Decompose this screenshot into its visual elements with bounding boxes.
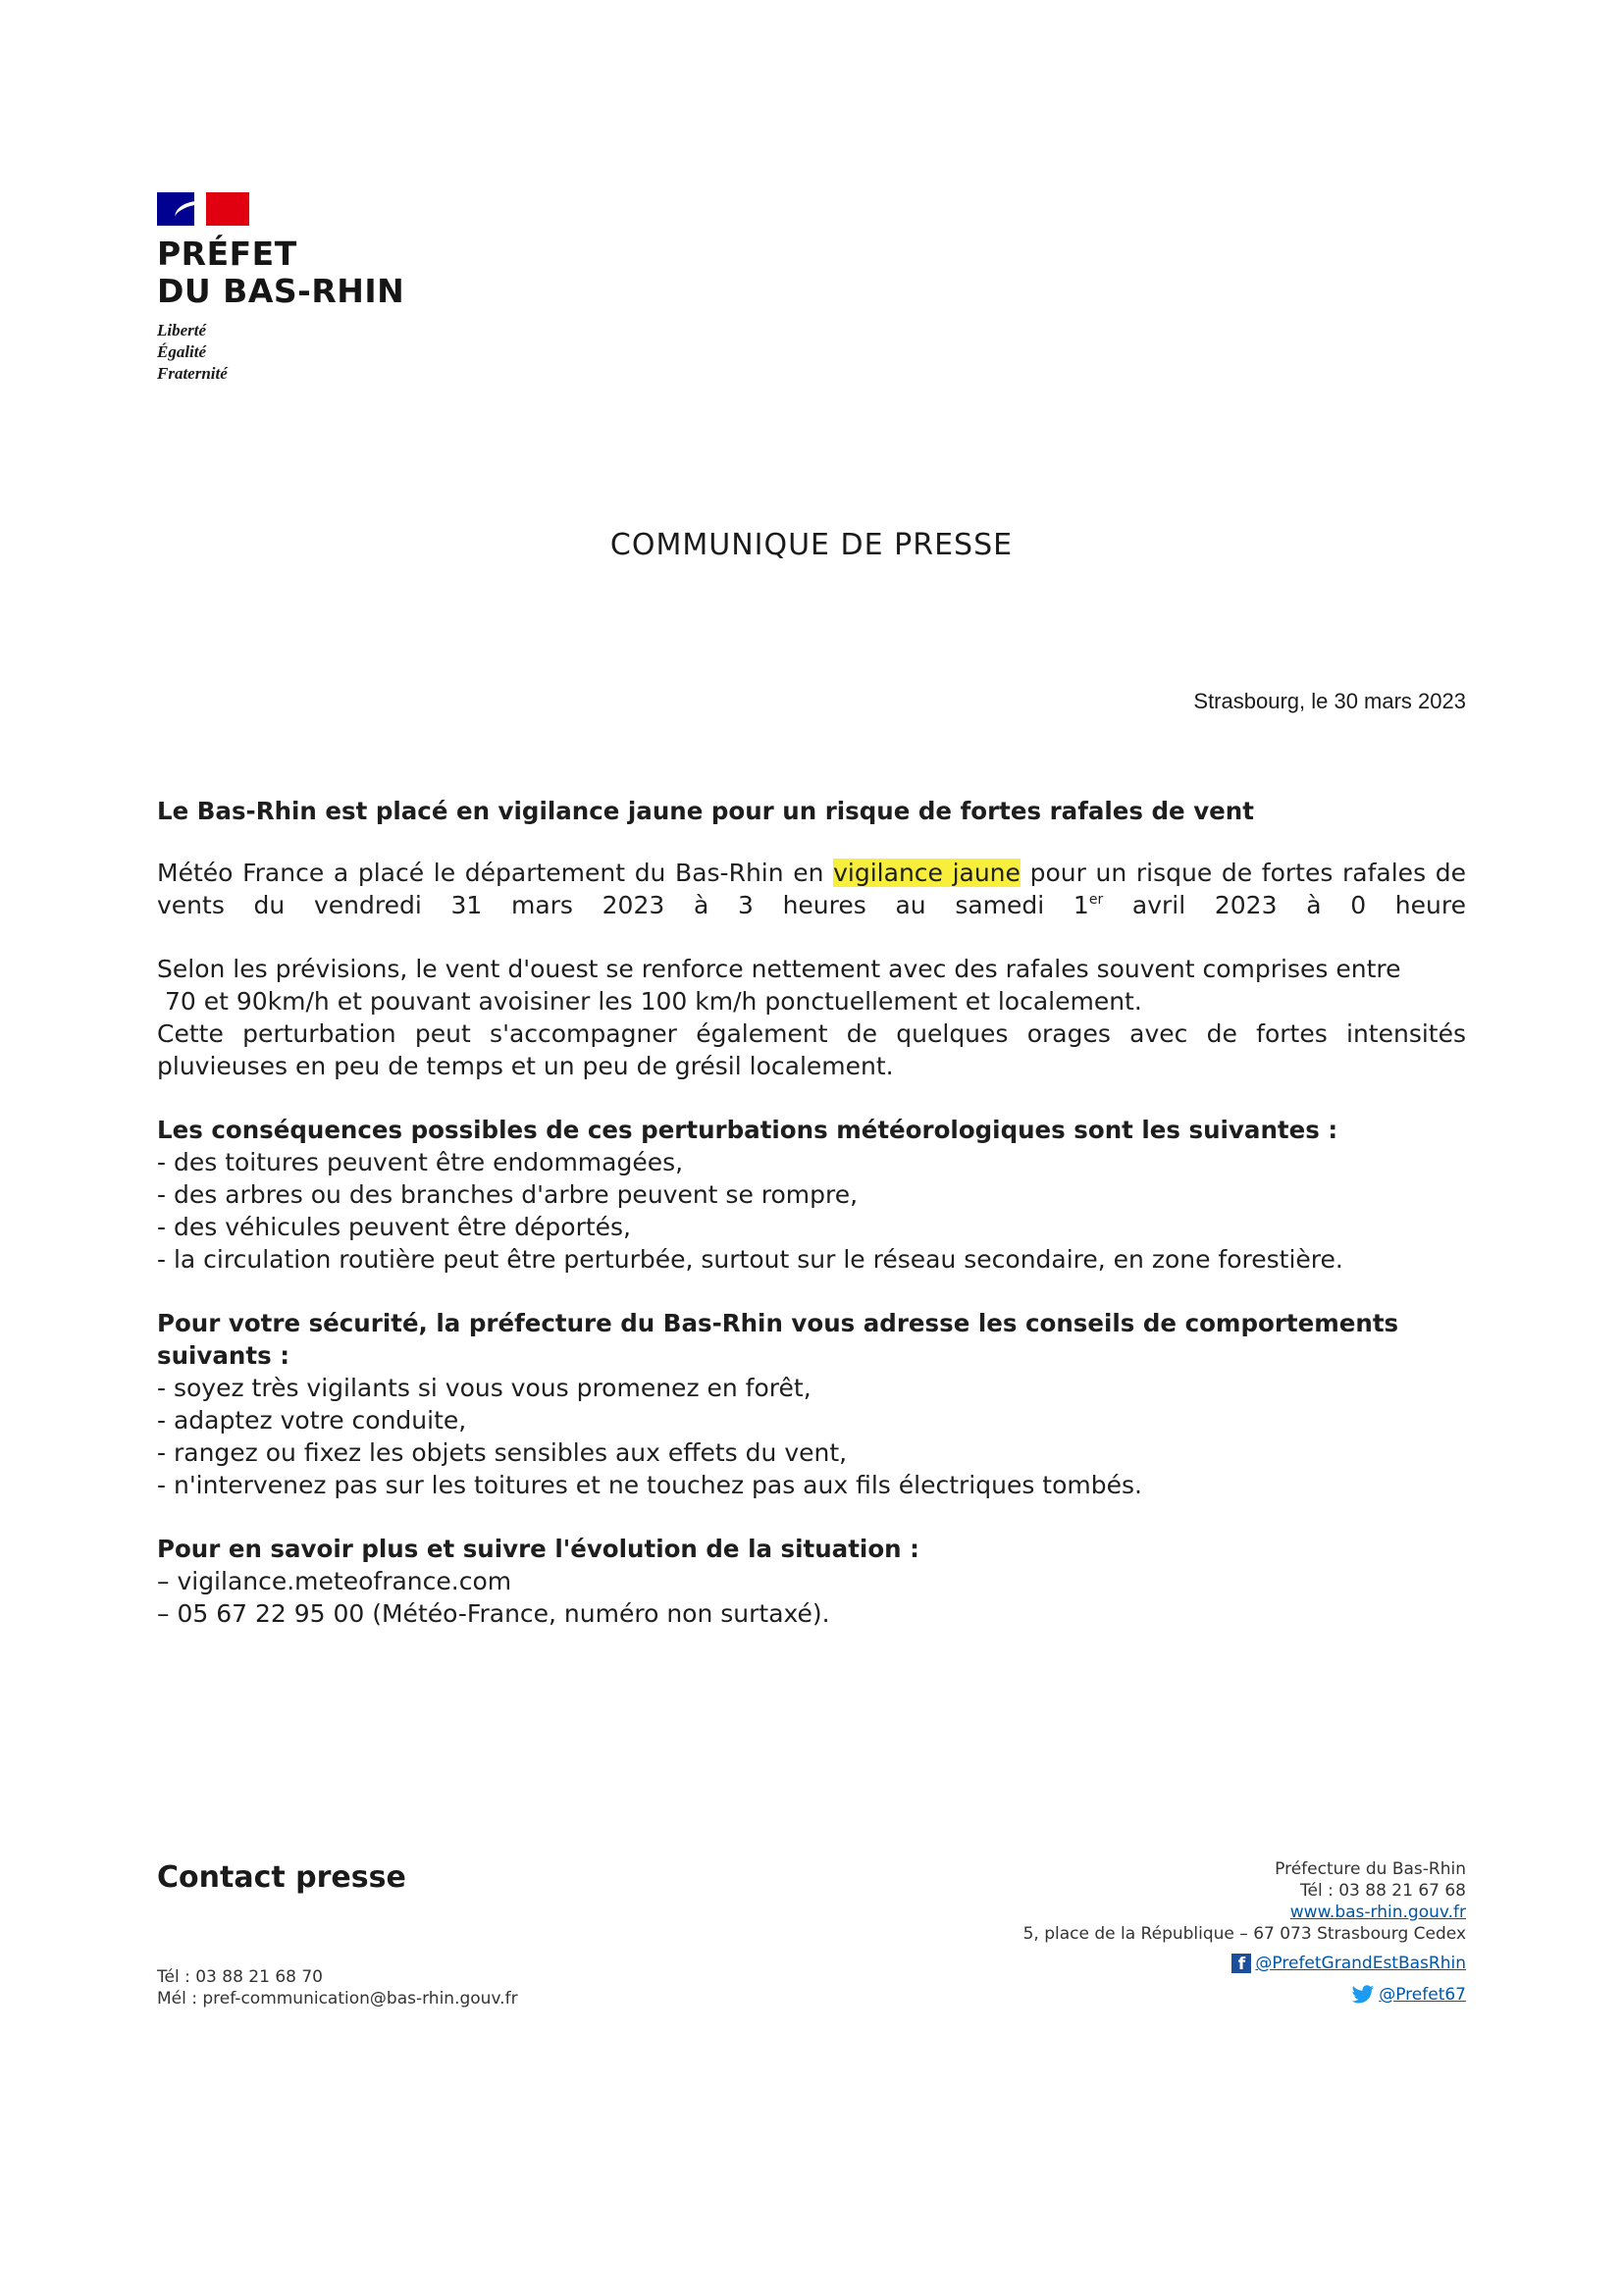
list-item: - soyez très vigilants si vous vous promenez en forêt, [157, 1374, 812, 1402]
document-title: COMMUNIQUE DE PRESSE [609, 528, 1014, 562]
prefecture-address: 5, place de la République – 67 073 Strasbourg Cedex [1022, 1924, 1466, 1944]
facebook-icon: f [1231, 1954, 1251, 1973]
press-release-body [157, 795, 1466, 1630]
consequences-title: Les conséquences possibles de ces perturbations météorologiques sont les suivantes : [157, 1116, 1338, 1144]
list-item: – vigilance.meteofrance.com [157, 1567, 512, 1595]
french-flag-icon [157, 192, 249, 226]
headline: Le Bas-Rhin est placé en vigilance jaune pour un risque de fortes rafales de vent [157, 797, 1254, 825]
facebook-link[interactable]: @PrefetGrandEstBasRhin [1255, 1954, 1466, 1973]
forecast-line-3: Cette perturbation peut s'accompagner également de quelques orages avec de fortes intensités pluvieuses en peu de temps et un peu de grésil localement. [157, 1019, 1466, 1080]
list-item: - des toitures peuvent être endommagées, [157, 1148, 684, 1176]
prefecture-name-footer: Préfecture du Bas-Rhin [1275, 1859, 1466, 1879]
list-item: - des arbres ou des branches d'arbre peuvent se rompre, [157, 1180, 859, 1209]
list-item: - des véhicules peuvent être déportés, [157, 1213, 631, 1241]
forecast-line-1: Selon les prévisions, le vent d'ouest se renforce nettement avec des rafales souvent comprises entre [157, 955, 1401, 983]
document-date: Strasbourg, le 30 mars 2023 [1193, 689, 1466, 713]
contact-details [157, 1966, 518, 2009]
forecast-line-2: 70 et 90km/h et pouvant avoisiner les 100 km/h ponctuellement et localement. [157, 987, 1142, 1016]
website-link[interactable]: www.bas-rhin.gouv.fr [1289, 1903, 1466, 1922]
list-item: – 05 67 22 95 00 (Météo-France, numéro non surtaxé). [157, 1599, 830, 1628]
paragraph-vigilance: Météo France a placé le département du Bas-Rhin en vigilance jaune pour un risque de fortes rafales de vents du vendredi 31 mars 2023 à 3 heures au samedi 1er avril 2023 à 0 heure [157, 859, 1466, 919]
twitter-link[interactable]: @Prefet67 [1379, 1985, 1466, 2005]
contact-title: Contact presse [157, 1860, 406, 1895]
republic-motto: Liberté Égalité Fraternité [157, 321, 228, 383]
facebook-row [1023, 1951, 1466, 1976]
twitter-row [1023, 1982, 1466, 2008]
prefecture-phone: Tél : 03 88 21 67 68 [1300, 1881, 1466, 1901]
prefecture-contact-block [1023, 1858, 1466, 2008]
advice-title: Pour votre sécurité, la préfecture du Bas-Rhin vous adresse les conseils de comportements suivants : [157, 1309, 1399, 1370]
contact-email: Mél : pref-communication@bas-rhin.gouv.fr [157, 1989, 518, 2009]
vigilance-highlight: vigilance jaune [833, 859, 1021, 887]
list-item: - n'intervenez pas sur les toitures et ne touchez pas aux fils électriques tombés. [157, 1471, 1142, 1499]
list-item: - rangez ou fixez les objets sensibles aux effets du vent, [157, 1438, 848, 1467]
list-item: - adaptez votre conduite, [157, 1406, 467, 1435]
marianne-logo [157, 192, 404, 385]
contact-phone: Tél : 03 88 21 68 70 [157, 1967, 323, 1987]
twitter-icon [1351, 1985, 1375, 2005]
more-info-title: Pour en savoir plus et suivre l'évolution de la situation : [157, 1535, 919, 1563]
prefecture-name: PRÉFET DU BAS-RHIN [157, 235, 405, 310]
list-item: - la circulation routière peut être perturbée, surtout sur le réseau secondaire, en zone forestière. [157, 1245, 1343, 1274]
